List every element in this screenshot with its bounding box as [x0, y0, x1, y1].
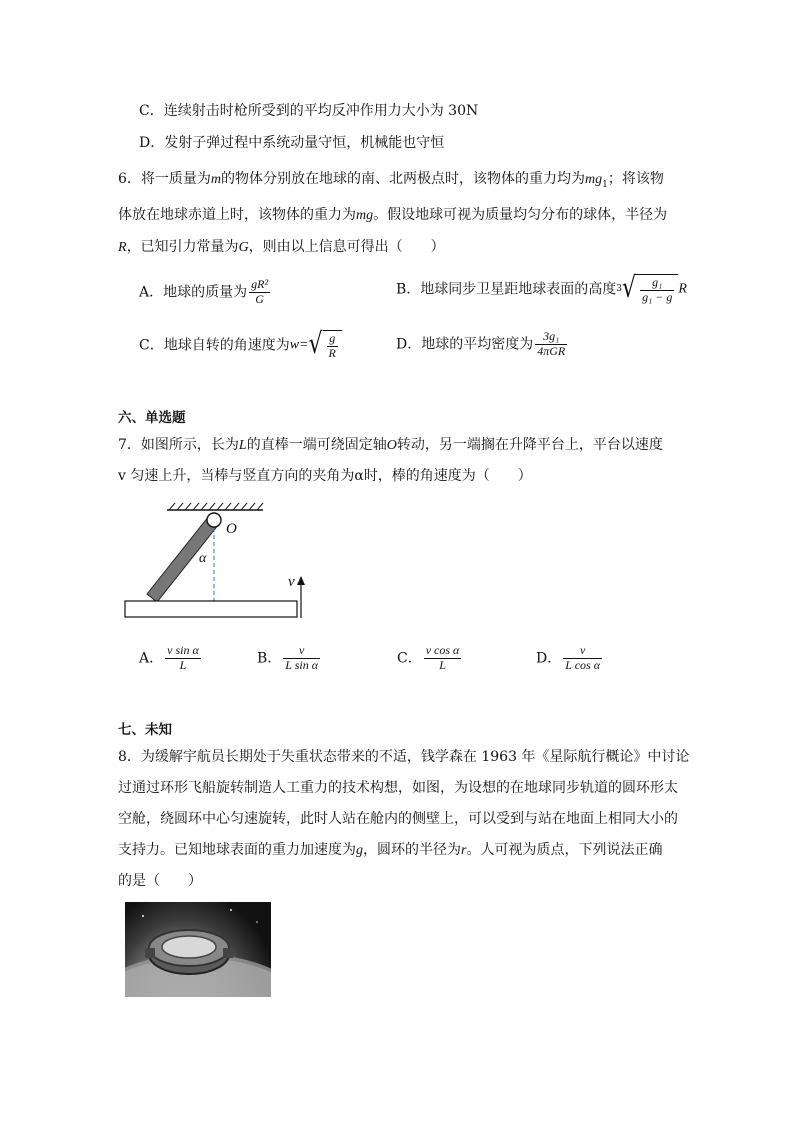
label-o: O: [226, 521, 237, 537]
q7-option-a: A． $\frac{\text{v sin α}}{L}$: [139, 643, 199, 672]
section-heading-single-choice: 六、单选题: [118, 410, 186, 426]
q6-option-c: C．地球自转的角速度为w=√ $\frac{g}{R}$: [139, 330, 342, 361]
q6-stem-line1: 6．将一质量为m的物体分别放在地球的南、北两极点时，该物体的重力均为$mg_1$；将该物: [118, 171, 664, 190]
rod: [147, 516, 219, 602]
q7-diagram: [115, 500, 315, 625]
q8-stem-line4: 支持力。已知地球表面的重力加速度为g，圆环的半径为r。人可视为质点，下列说法正确: [118, 842, 663, 858]
q7-stem-line2: v 匀速上升，当棒与竖直方向的夹角为α时，棒的角速度为（ ）: [118, 468, 532, 484]
velocity-arrowhead: [297, 576, 305, 585]
pivot-o: [207, 513, 221, 527]
ring-station-icon: [145, 930, 233, 974]
platform: [125, 601, 297, 617]
q6-option-a: A．地球的质量为 $\frac{\text{gR²}}{G}$: [139, 277, 269, 306]
q5-option-c: C．连续射击时枪所受到的平均反冲作用力大小为 30N: [139, 103, 479, 119]
q6-option-d: D．地球的平均密度为 $\frac{\text{3g₁}}{\text{4πGR}}$: [396, 329, 566, 358]
q8-stem-line2: 过通过环形飞船旋转制造人工重力的技术构想，如图，为设想的在地球同步轨道的圆环形太: [118, 780, 678, 796]
q6-stem-line2: 体放在地球赤道上时，该物体的重力为mg。假设地球可视为质量均匀分布的球体，半径为: [118, 207, 668, 223]
q8-stem-line1: 8．为缓解宇航员长期处于失重状态带来的不适，钱学森在 1963 年《星际航行概论》中讨论: [118, 749, 690, 765]
space-station-photo: [125, 902, 271, 997]
q6-stem-line3: R，已知引力常量为G，则由以上信息可得出（ ）: [118, 239, 445, 255]
label-alpha: α: [199, 551, 207, 566]
q8-stem-line5: 的是（ ）: [118, 873, 202, 889]
ceiling-hatch: [169, 503, 263, 510]
q7-option-c: C． $\frac{\text{v cos α}}{L}$: [397, 643, 460, 672]
q5-option-d: D．发射子弹过程中系统动量守恒，机械能也守恒: [139, 135, 445, 151]
q8-stem-line3: 空舱，绕圆环中心匀速旋转，此时人站在舱内的侧壁上，可以受到与站在地面上相同大小的: [118, 811, 678, 827]
q7-option-d: D． $\frac{v}{\text{L cos α}}$: [536, 643, 600, 672]
label-v: v: [288, 574, 295, 590]
q7-option-b: B． $\frac{v}{\text{L sin α}}$: [257, 643, 319, 672]
section-heading-unknown: 七、未知: [118, 722, 172, 738]
q6-option-b: B．地球同步卫星距地球表面的高度3√ $\frac{\text{g₁}}{\text{g₁ − g}}$ R: [396, 272, 687, 305]
q7-stem-line1: 7．如图所示，长为L的直棒一端可绕固定轴O转动，另一端搁在升降平台上，平台以速度: [118, 437, 663, 453]
